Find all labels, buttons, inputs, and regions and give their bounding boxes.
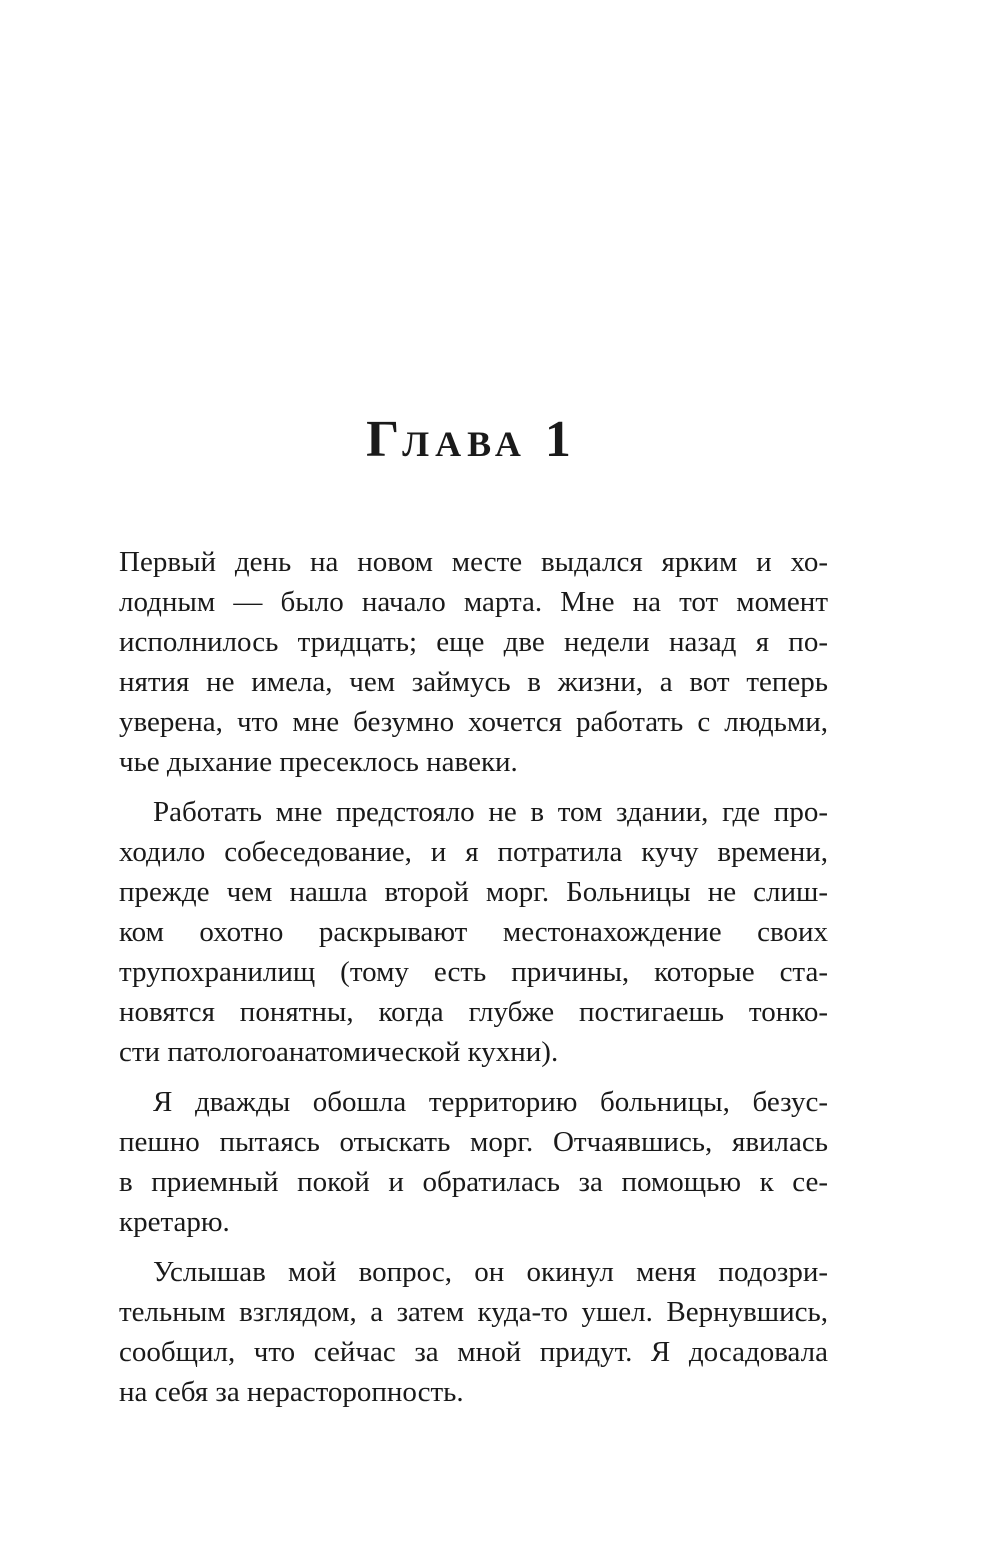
text-line: новятся понятны, когда глубже постигаешь тонко-	[119, 996, 828, 1028]
chapter-title	[0, 410, 940, 469]
text-line: Работать мне предстояло не в том здании, где про-	[153, 796, 828, 828]
chapter-title-word: ЛАВА	[402, 424, 527, 464]
text-line: пешно пытаясь отыскать морг. Отчаявшись, явилась	[119, 1126, 828, 1158]
text-line: Я дважды обошла территорию больницы, безус-	[153, 1086, 828, 1118]
paragraph-3	[119, 1082, 828, 1242]
chapter-title-initial: Г	[366, 411, 403, 468]
text-line: ком охотно раскрывают местонахождение своих	[119, 916, 828, 948]
text-line: Первый день на новом месте выдался ярким и хо-	[119, 546, 828, 578]
text-line: сообщил, что сейчас за мной придут. Я досадовала	[119, 1336, 828, 1368]
text-line: исполнилось тридцать; еще две недели назад я по-	[119, 626, 828, 658]
text-line: прежде чем нашла второй морг. Больницы не слиш-	[119, 876, 828, 908]
text-line: чье дыхание пресеклось навеки.	[119, 746, 518, 778]
text-line: сти патологоанатомической кухни).	[119, 1036, 559, 1068]
paragraph-4	[119, 1252, 828, 1412]
text-line: ходило собеседование, и я потратила кучу времени,	[119, 836, 828, 868]
text-line: трупохранилищ (тому есть причины, которые ста-	[119, 956, 828, 988]
paragraph-2	[119, 792, 828, 1072]
text-line: кретарю.	[119, 1206, 230, 1238]
paragraph-1	[119, 542, 828, 782]
text-line: нятия не имела, чем займусь в жизни, а вот теперь	[119, 666, 828, 698]
chapter-number: 1	[544, 411, 574, 468]
text-line: Услышав мой вопрос, он окинул меня подозри-	[153, 1256, 828, 1288]
chapter-body	[119, 542, 828, 1422]
text-line: уверена, что мне безумно хочется работать с людьми,	[119, 706, 828, 738]
text-line: в приемный покой и обратилась за помощью к се-	[119, 1166, 828, 1198]
text-line: лодным — было начало марта. Мне на тот момент	[119, 586, 828, 618]
text-line: на себя за нерасторопность.	[119, 1376, 464, 1408]
text-line: тельным взглядом, а затем куда-то ушел. Вернувшись,	[119, 1296, 828, 1328]
